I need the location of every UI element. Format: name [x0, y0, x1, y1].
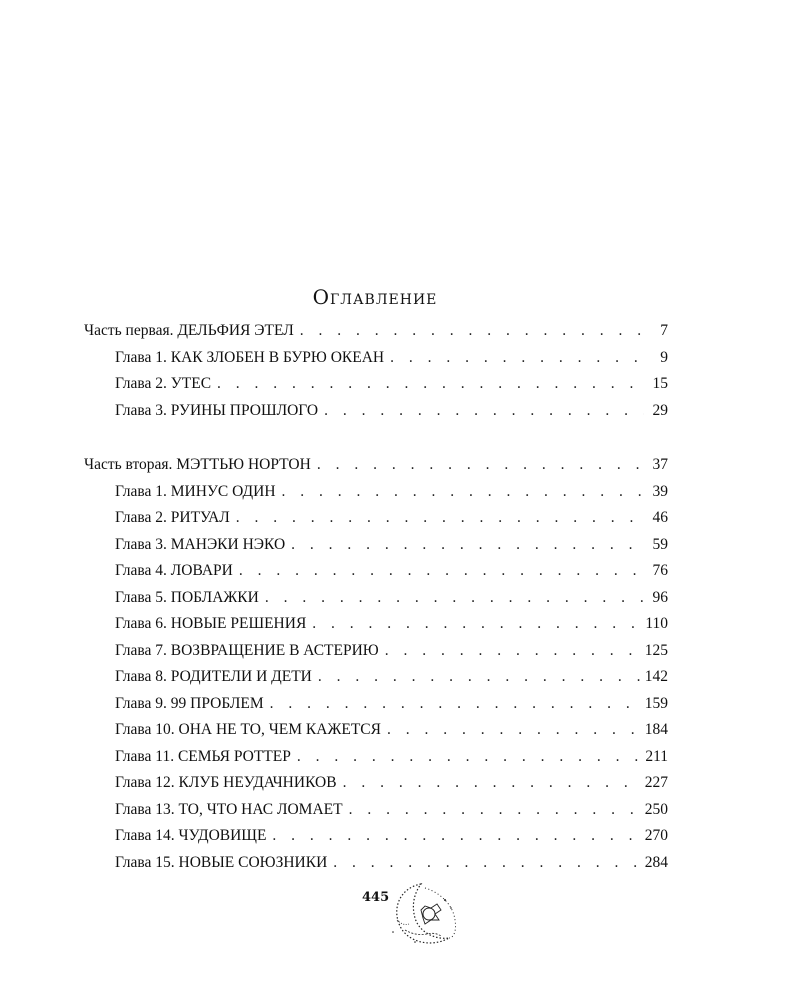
toc-chapter-entry[interactable]	[84, 532, 668, 559]
toc-entry-label: Глава 1. КАК ЗЛОБЕН В БУРЮ ОКЕАН	[115, 348, 385, 366]
toc-entry-label: Глава 4. ЛОВАРИ	[115, 562, 233, 579]
toc-page-number: 29	[652, 401, 668, 419]
toc-part-entry[interactable]	[84, 318, 668, 345]
toc-page-number: 211	[645, 747, 668, 765]
toc-entry-label: Часть вторая. МЭТТЬЮ НОРТОН	[84, 456, 311, 473]
dot-leader	[390, 345, 644, 372]
toc-chapter-entry[interactable]	[84, 717, 668, 744]
toc-entry-label: Глава 3. РУИНЫ ПРОШЛОГО	[115, 401, 319, 419]
dot-leader	[291, 532, 644, 559]
toc-chapter-entry[interactable]	[84, 744, 668, 771]
toc-entry-label: Глава 8. РОДИТЕЛИ И ДЕТИ	[115, 668, 312, 685]
dot-leader	[297, 744, 641, 771]
toc-chapter-entry[interactable]	[84, 611, 668, 638]
toc-page-number: 76	[652, 562, 668, 579]
toc-page-number: 39	[652, 482, 668, 500]
page-footer	[355, 880, 475, 950]
dot-leader	[387, 717, 641, 744]
toc-chapter-entry[interactable]	[84, 479, 668, 506]
dot-leader	[236, 505, 644, 532]
toc-page-number: 110	[645, 615, 668, 632]
dot-leader	[333, 850, 640, 877]
toc-entry-label: Глава 12. КЛУБ НЕУДАЧНИКОВ	[115, 774, 337, 791]
toc-entry-label: Глава 13. ТО, ЧТО НАС ЛОМАЕТ	[115, 800, 343, 818]
dot-leader	[217, 371, 644, 398]
toc-entry-label: Глава 6. НОВЫЕ РЕШЕНИЯ	[115, 615, 307, 632]
toc-chapter-entry[interactable]	[84, 345, 668, 372]
toc-entry-label: Глава 7. ВОЗВРАЩЕНИЕ В АСТЕРИЮ	[115, 641, 379, 659]
toc-entry-label: Глава 2. УТЕС	[115, 375, 212, 392]
toc-part-entry[interactable]	[84, 452, 668, 479]
toc-chapter-entry[interactable]	[84, 797, 668, 824]
toc-page-number: 227	[644, 774, 668, 791]
toc-entry-label: Глава 2. РИТУАЛ	[115, 509, 230, 526]
toc-page-number: 125	[644, 641, 668, 659]
toc-entry-label: Глава 10. ОНА НЕ ТО, ЧЕМ КАЖЕТСЯ	[115, 721, 381, 738]
toc-chapter-entry[interactable]	[84, 371, 668, 398]
table-of-contents	[84, 318, 668, 904]
dot-leader	[239, 558, 644, 585]
toc-entry-label: Глава 5. ПОБЛАЖКИ	[115, 588, 259, 606]
toc-page-number: 15	[652, 375, 668, 392]
dot-leader	[317, 452, 644, 479]
dot-leader	[272, 823, 640, 850]
toc-chapter-entry[interactable]	[84, 398, 668, 425]
crescent-moon-icon	[375, 880, 475, 950]
page-folio: 445	[362, 890, 390, 905]
toc-chapter-entry[interactable]	[84, 850, 668, 877]
toc-chapter-entry[interactable]	[84, 664, 668, 691]
toc-entry-label: Глава 1. МИНУС ОДИН	[115, 482, 276, 500]
toc-chapter-entry[interactable]	[84, 585, 668, 612]
toc-chapter-entry[interactable]	[84, 691, 668, 718]
toc-chapter-entry[interactable]	[84, 638, 668, 665]
toc-part-section	[84, 318, 668, 424]
toc-entry-label: Глава 15. НОВЫЕ СОЮЗНИКИ	[115, 853, 328, 871]
toc-entry-label: Часть первая. ДЕЛЬФИЯ ЭТЕЛ	[84, 322, 294, 339]
toc-entry-label: Глава 14. ЧУДОВИЩЕ	[115, 827, 267, 844]
toc-entry-label: Глава 11. СЕМЬЯ РОТТЕР	[115, 747, 291, 765]
toc-entry-label: Глава 9. 99 ПРОБЛЕМ	[115, 694, 264, 712]
toc-page-number: 9	[660, 348, 668, 366]
toc-page-number: 46	[652, 509, 668, 526]
dot-leader	[265, 585, 644, 612]
toc-page-number: 96	[652, 588, 668, 606]
toc-entry-label: Глава 3. МАНЭКИ НЭКО	[115, 535, 286, 553]
dot-leader	[349, 797, 641, 824]
dot-leader	[318, 664, 641, 691]
dot-leader	[324, 398, 644, 425]
toc-page-number: 142	[644, 668, 668, 685]
dot-leader	[312, 611, 641, 638]
toc-page-number: 284	[644, 853, 668, 871]
toc-page-number: 37	[652, 456, 668, 473]
toc-page-number: 159	[644, 694, 668, 712]
page-title: Оглавление	[312, 285, 438, 310]
toc-chapter-entry[interactable]	[84, 505, 668, 532]
toc-page-number: 59	[652, 535, 668, 553]
toc-page-number: 270	[644, 827, 668, 844]
toc-chapter-entry[interactable]	[84, 770, 668, 797]
dot-leader	[385, 638, 641, 665]
dot-leader	[343, 770, 641, 797]
toc-part-section	[84, 452, 668, 876]
toc-page-number: 184	[644, 721, 668, 738]
toc-page-number: 250	[644, 800, 668, 818]
dot-leader	[270, 691, 641, 718]
toc-chapter-entry[interactable]	[84, 823, 668, 850]
dot-leader	[300, 318, 644, 345]
toc-chapter-entry[interactable]	[84, 558, 668, 585]
toc-page-number: 7	[660, 322, 668, 339]
dot-leader	[282, 479, 644, 506]
